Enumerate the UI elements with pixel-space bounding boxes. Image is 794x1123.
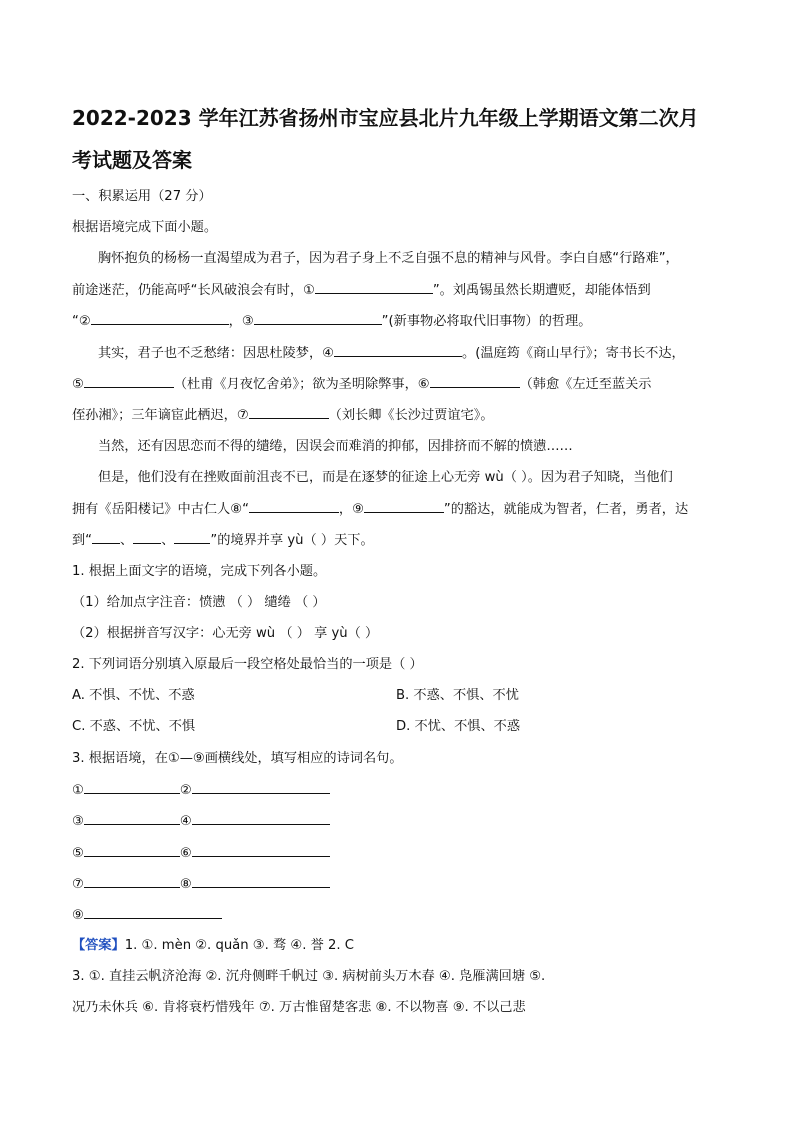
document-title-line2: 考试题及答案: [72, 148, 192, 172]
passage-text: ”。刘禹锡虽然长期遭贬，却能体悟到: [432, 283, 651, 298]
answer-line-row: [72, 874, 330, 895]
passage-line: 当然，还有因思恋而不得的缱绻，因误会而难消的抑郁，因排挤而不解的愤懑……: [98, 439, 573, 454]
separator: 、: [161, 533, 175, 548]
passage-line: 但是，他们没有在挫败面前沮丧不已，而是在逐梦的征途上心无旁 wù（ ）。因为君子知晓，当他们: [98, 470, 673, 485]
passage-line: [72, 280, 651, 301]
answer-text: 1. ①. mèn ②. quǎn ③. 骛 ④. 誉 2. C: [124, 938, 354, 953]
question-1: 1. 根据上面文字的语境，完成下列各小题。: [72, 564, 327, 579]
answer-line-row: [72, 780, 330, 801]
separator: 、: [120, 533, 134, 548]
answer-line: [84, 811, 180, 825]
passage-text: 其实，君子也不乏愁绪：因思杜陵梦，④: [98, 346, 335, 361]
answer-line: [192, 874, 330, 888]
question-1-part-2: （2）根据拼音写汉字：心无旁 wù （ ） 享 yù（ ）: [72, 626, 379, 641]
answer-line-1: [72, 936, 354, 956]
answer-line-row: [72, 811, 330, 832]
passage-line: 胸怀抱负的杨杨一直渴望成为君子，因为君子身上不乏自强不息的精神与风骨。李白自感“行路难”，: [98, 251, 679, 266]
passage-line: [72, 499, 688, 520]
answer-line-row: [72, 905, 222, 926]
option-c: C. 不惑、不忧、不惧: [72, 719, 196, 734]
blank-number: ①: [72, 783, 84, 798]
blank-number: ⑤: [72, 846, 84, 861]
question-3: 3. 根据语境，在①—⑨画横线处，填写相应的诗词名句。: [72, 751, 403, 766]
fill-blank-9: [364, 499, 444, 513]
blank-number: ⑥: [179, 846, 192, 861]
option-b: B. 不惑、不惧、不忧: [396, 688, 519, 703]
passage-text: 。(温庭筠《商山早行》；寄书长不达，: [462, 346, 685, 361]
answer-line: [84, 780, 180, 794]
answer-line-row: [72, 843, 330, 864]
passage-text: ，⑨: [338, 502, 364, 517]
passage-text: ”(新事物必将取代旧事物）的哲理。: [381, 314, 592, 329]
passage-text: 拥有《岳阳楼记》中古仁人⑧“: [72, 502, 249, 517]
section-heading: 一、积累运用（27 分）: [72, 189, 212, 204]
question-2: 2. 下列词语分别填入原最后一段空格处最恰当的一项是（ ）: [72, 657, 423, 672]
answer-line-3: 况乃未休兵 ⑥. 肯将衰朽惜残年 ⑦. 万古惟留楚客悲 ⑧. 不以物喜 ⑨. 不以己悲: [72, 1000, 526, 1015]
blank-number: ⑧: [179, 877, 192, 892]
blank-number: ④: [179, 814, 192, 829]
passage-line: [72, 530, 374, 551]
passage-text: ⑤: [72, 377, 84, 392]
answer-line: [192, 811, 330, 825]
passage-text: ”的境界并享 yù（ ）天下。: [210, 533, 374, 548]
fill-blank-2: [91, 311, 229, 325]
passage-line: [72, 374, 652, 395]
passage-text: ，③: [228, 314, 254, 329]
option-a: A. 不惧、不忧、不惑: [72, 688, 195, 703]
passage-text: 前途迷茫，仍能高呼“长风破浪会有时，①: [72, 283, 315, 298]
answer-line: [192, 780, 330, 794]
fill-blank-7: [249, 405, 329, 419]
document-title-line1: 2022-2023 学年江苏省扬州市宝应县北片九年级上学期语文第二次月: [72, 106, 699, 130]
fill-blank-1: [315, 280, 433, 294]
passage-line: [98, 343, 685, 364]
fill-blank-3: [254, 311, 382, 325]
blank-number: ⑦: [72, 877, 84, 892]
passage-text: （杜甫《月夜忆舍弟》；欲为圣明除弊事，⑥: [173, 377, 430, 392]
answer-line: [84, 843, 180, 857]
answer-line: [84, 905, 222, 919]
fill-blank-4: [334, 343, 462, 357]
blank-number: ⑨: [72, 908, 84, 923]
fill-blank-6: [430, 374, 520, 388]
blank-short: [174, 530, 210, 544]
passage-text: 到“: [72, 533, 93, 548]
instruction: 根据语境完成下面小题。: [72, 220, 218, 235]
passage-text: 侄孙湘》；三年谪宦此栖迟，⑦: [72, 408, 249, 423]
question-1-part-1: （1）给加点字注音：愤懑 （ ） 缱绻 （ ）: [72, 595, 326, 610]
fill-blank-8: [249, 499, 339, 513]
blank-short: [133, 530, 161, 544]
passage-text: （刘长卿《长沙过贾谊宅》。: [328, 408, 494, 423]
passage-text: “②: [72, 314, 91, 329]
option-d: D. 不忧、不惧、不惑: [396, 719, 521, 734]
fill-blank-5: [84, 374, 174, 388]
answer-line: [84, 874, 180, 888]
blank-short: [92, 530, 120, 544]
answer-label: 【答案】: [72, 938, 125, 953]
passage-line: [72, 405, 494, 426]
blank-number: ③: [72, 814, 84, 829]
answer-line: [192, 843, 330, 857]
answer-line-2: 3. ①. 直挂云帆济沧海 ②. 沉舟侧畔千帆过 ③. 病树前头万木春 ④. 凫雁满回塘 ⑤.: [72, 969, 546, 984]
blank-number: ②: [179, 783, 192, 798]
passage-text: （韩愈《左迁至蓝关示: [519, 377, 652, 392]
passage-text: ”的豁达，就能成为智者，仁者，勇者，达: [443, 502, 689, 517]
passage-line: [72, 311, 591, 332]
